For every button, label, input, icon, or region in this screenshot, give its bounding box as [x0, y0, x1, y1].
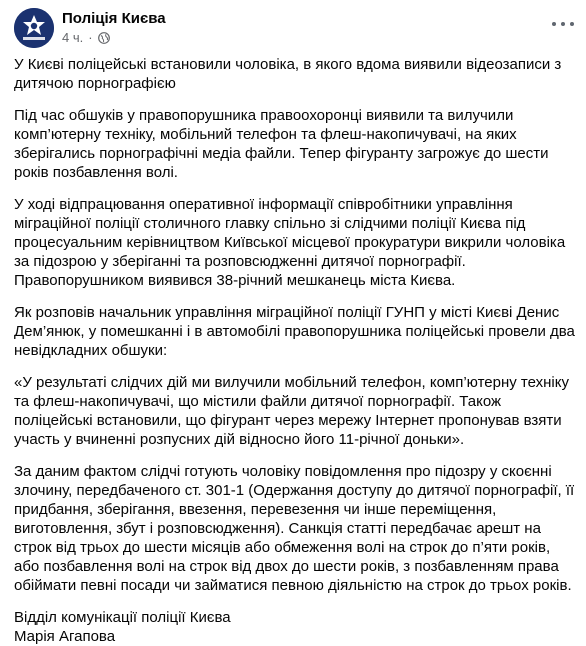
post-header [14, 8, 574, 48]
ellipsis-icon[interactable] [552, 14, 574, 34]
police-badge-logo [14, 8, 54, 48]
post-paragraph-quote: «У результаті слідчих дій ми вилучили мобільний телефон, комп’ютерну техніку та флеш-накопичувачі, що містили файли дитячої порнографії. Також поліцейські встановили, що фігурант через мережу Інтернет пропонував взяти участь у вчиненні розпусних дій відносно його 11-річної доньки». [14, 374, 569, 448]
post-paragraph-headline: У Києві поліцейські встановили чоловіка, в якого вдома виявили відеозаписи з дитячою порнографією [14, 56, 562, 92]
post-timestamp[interactable]: 4 ч. [62, 30, 84, 45]
page-avatar[interactable] [14, 8, 54, 48]
signature-author: Марія Агапова [14, 628, 116, 645]
post-meta [62, 30, 110, 45]
post-paragraph: Під час обшуків у правопорушника правоохоронці виявили та вилучили комп’ютерну техніку, мобільний телефон та флеш-накопичувачі, на яких зберігались порнографічні медіа файли. Тепер фігуранту загрожує до шести років позбавлення волі. [14, 107, 549, 181]
meta-separator: · [88, 30, 93, 45]
post-paragraph: Як розповів начальник управління міграційної поліції ГУНП у місті Києві Денис Дем’янюк, у помешканні і в автомобілі правопорушника поліцейські провели два невідкладних обшуки: [14, 304, 575, 359]
post-paragraph: У ході відпрацювання оперативної інформації співробітники управління міграційної поліції столичного главку спільно зі слідчими поліції Києва під процесуальним керівництвом Київської місцевої прокуратури викрили чоловіка за підозрою у зберіганні та розповсюдженні дитячої порнографії. Правопорушником виявився 38-річний мешканець міста Києва. [14, 196, 566, 289]
post-body [14, 55, 576, 646]
post-paragraph: За даним фактом слідчі готують чоловіку повідомлення про підозру у скоєнні злочину, передбаченого ст. 301-1 (Одержання доступу до дитячої порнографії, її придбання, зберігання, ввезення, перевезення чи інше переміщення, виготовлення, збут і розповсюдження). Санкція статті передбачає арешт на строк від трьох до шести місяців або обмеження волі на строк до п’яти років, або позбавлення волі на строк від двох до шести років, з позбавленням права обіймати певні посади чи займатися певною діяльністю на строк до трьох років. [14, 463, 575, 594]
post-signature [14, 608, 576, 646]
globe-icon[interactable] [98, 32, 110, 44]
page-name-link[interactable]: Поліція Києва [62, 10, 166, 27]
signature-department: Відділ комунікації поліції Києва [14, 609, 231, 626]
